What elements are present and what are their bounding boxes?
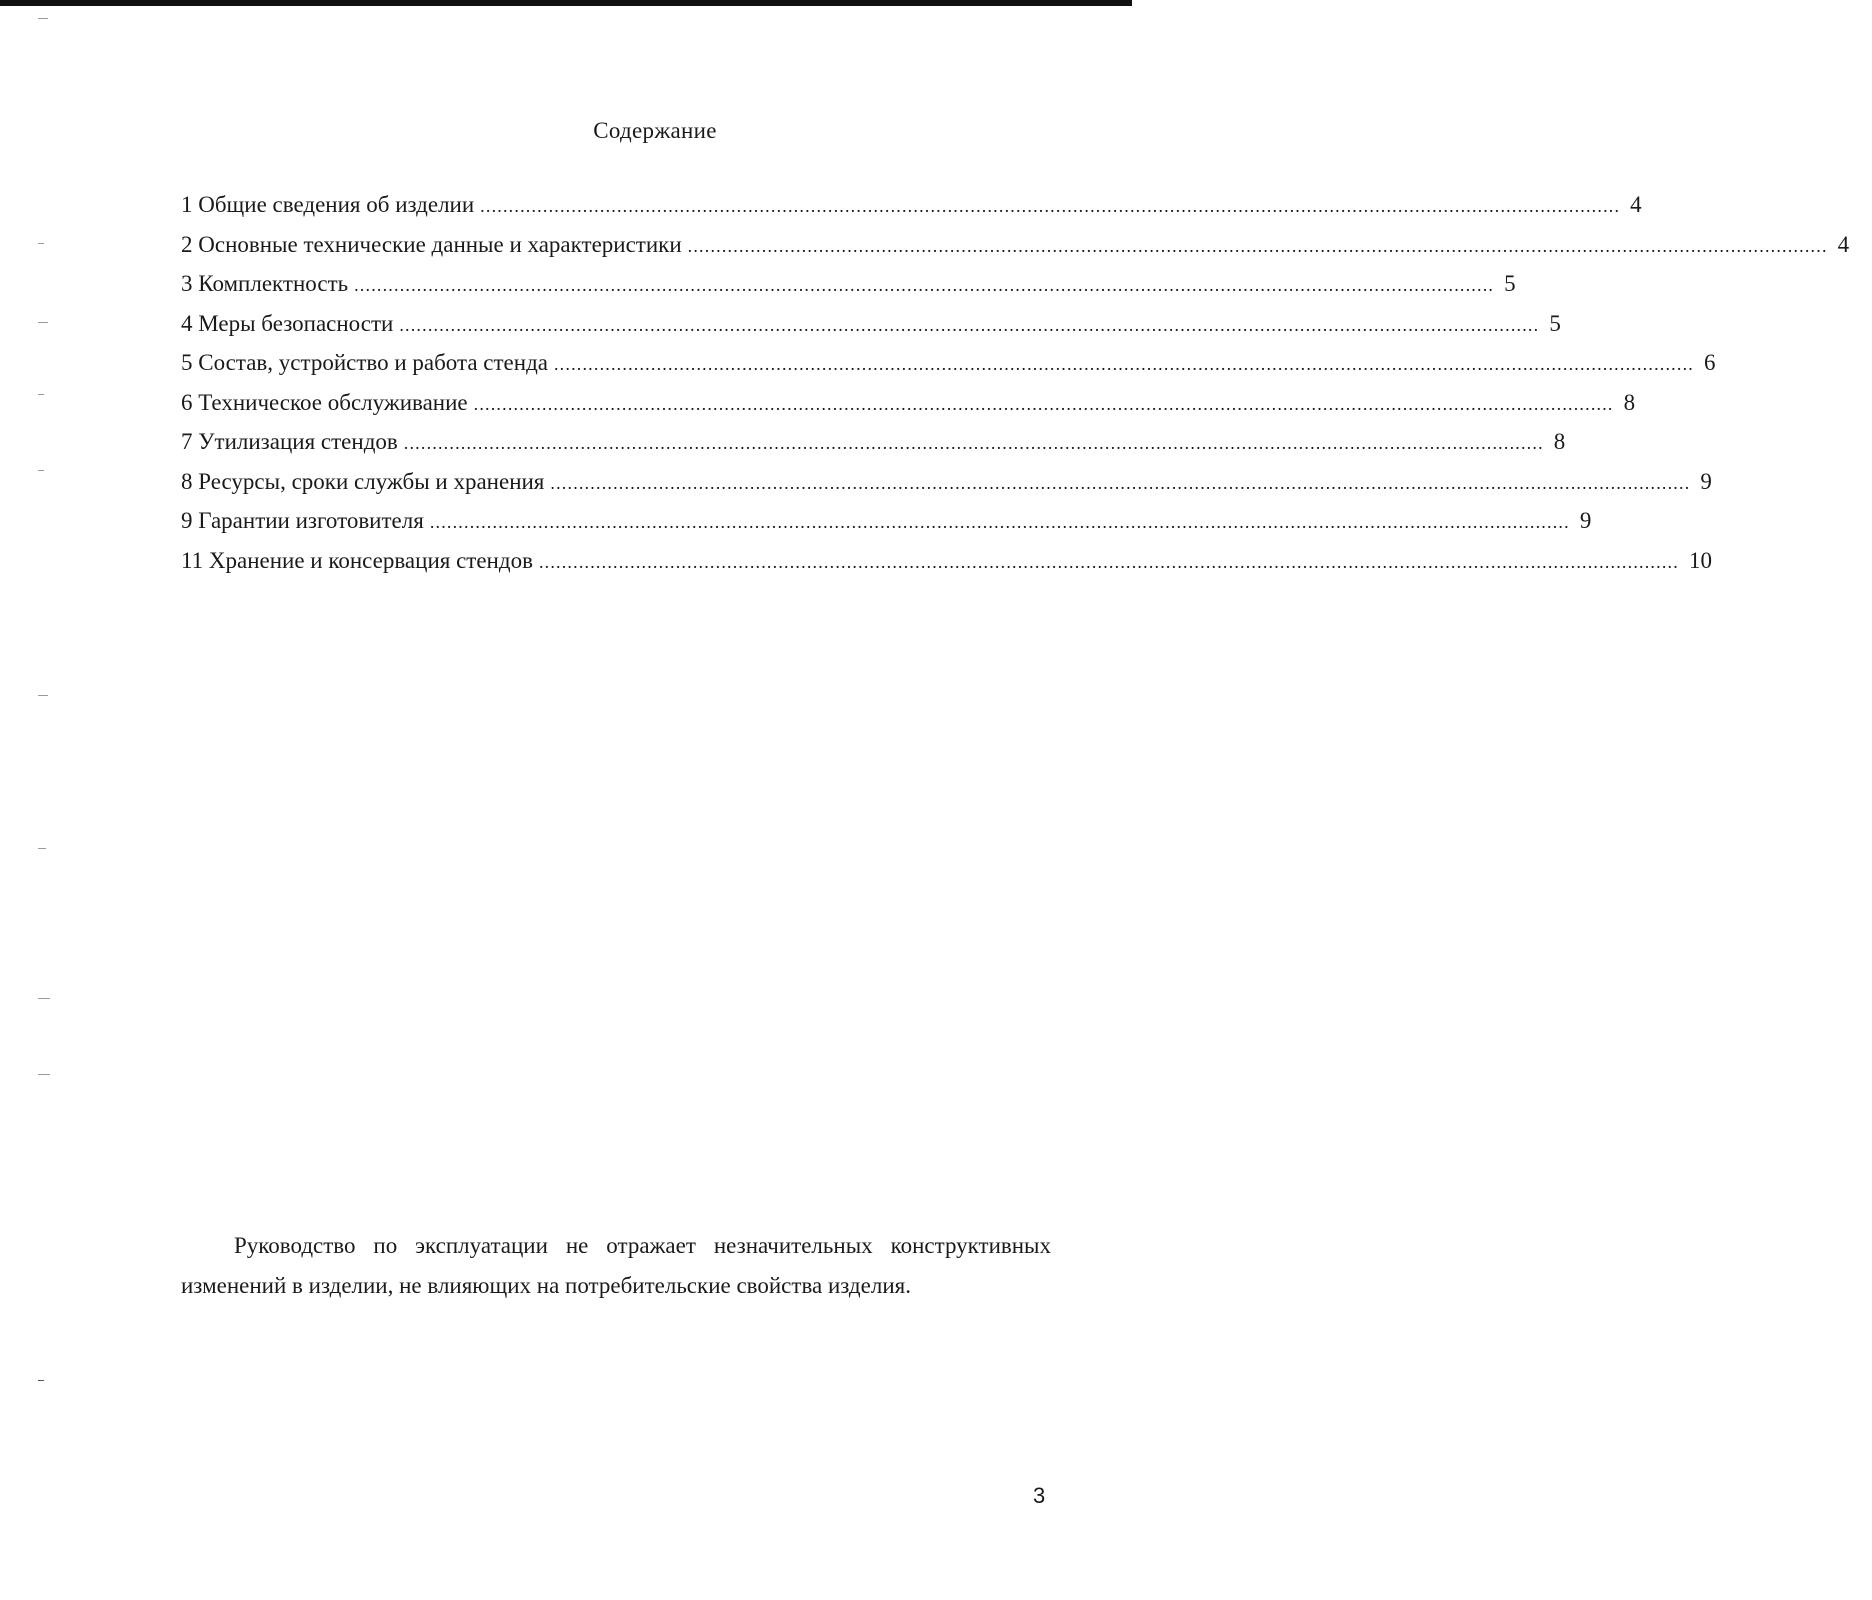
toc-entry[interactable] [181, 192, 1642, 232]
page-number: 3 [1033, 1483, 1046, 1508]
toc-entry-label: 8 Ресурсы, сроки службы и хранения [181, 468, 545, 494]
toc-leader-dots: ........................................................................................................................................................................................................ [399, 314, 1540, 335]
margin-mark [38, 848, 46, 849]
toc-entry-label: 7 Утилизация стендов [181, 429, 398, 454]
margin-mark [38, 998, 50, 999]
margin-mark [38, 1380, 44, 1381]
toc-entry-label: 3 Комплектность [181, 271, 349, 296]
toc-leader-dots: ........................................................................................................................................................................................................ [403, 433, 1544, 453]
margin-mark [38, 322, 48, 323]
disclaimer-note: Руководство по эксплуатации не отражает незначительных конструктивных изменений в изделии, не влияющих на потребительские свойства изделия. [181, 1233, 1051, 1298]
toc-entry[interactable] [181, 231, 1850, 272]
toc-entry[interactable] [181, 310, 1561, 351]
toc-entry-label: 4 Меры безопасности [181, 310, 394, 336]
table-of-contents [181, 192, 1850, 587]
toc-entry-page: 9 [1700, 468, 1712, 494]
margin-mark [38, 394, 44, 395]
toc-entry-page: 8 [1623, 389, 1636, 415]
toc-entry-page: 9 [1579, 508, 1592, 533]
margin-mark [38, 18, 48, 19]
toc-entry-page: 4 [1837, 231, 1850, 257]
toc-leader-dots: ........................................................................................................................................................................................................ [687, 235, 1828, 256]
toc-entry-page: 8 [1553, 429, 1566, 454]
toc-entry-label: 5 Состав, устройство и работа стенда [181, 350, 548, 375]
toc-leader-dots: ........................................................................................................................................................................................................ [473, 393, 1614, 414]
margin-mark [38, 1074, 50, 1075]
toc-leader-dots: ........................................................................................................................................................................................................ [480, 196, 1621, 216]
toc-entry[interactable] [181, 271, 1516, 311]
toc-entry[interactable] [181, 508, 1592, 548]
toc-entry-page: 5 [1504, 271, 1516, 296]
toc-title: Содержание [593, 118, 717, 143]
toc-entry-label: 1 Общие сведения об изделии [181, 192, 475, 217]
toc-leader-dots: ........................................................................................................................................................................................................ [429, 512, 1570, 532]
toc-entry[interactable] [181, 468, 1712, 509]
toc-entry-label: 11 Хранение и консервация стендов [181, 547, 533, 573]
toc-leader-dots: ........................................................................................................................................................................................................ [550, 472, 1691, 493]
toc-entry-label: 2 Основные технические данные и характеристики [181, 231, 682, 257]
toc-entry-label: 6 Техническое обслуживание [181, 389, 468, 415]
toc-entry[interactable] [181, 547, 1712, 588]
toc-entry-page: 10 [1688, 547, 1712, 573]
toc-entry-page: 6 [1703, 350, 1716, 375]
scan-margin-marks [34, 0, 58, 1600]
margin-mark [38, 695, 48, 696]
margin-mark [38, 243, 44, 244]
toc-entry[interactable] [181, 389, 1636, 430]
scan-top-edge [0, 0, 1132, 6]
margin-mark [38, 470, 44, 471]
toc-entry-label: 9 Гарантии изготовителя [181, 508, 424, 533]
toc-entry-page: 4 [1630, 192, 1642, 217]
toc-leader-dots: ........................................................................................................................................................................................................ [553, 354, 1694, 374]
toc-entry[interactable] [181, 429, 1566, 469]
toc-leader-dots: ........................................................................................................................................................................................................ [354, 275, 1495, 295]
toc-entry-page: 5 [1549, 310, 1561, 336]
toc-leader-dots: ........................................................................................................................................................................................................ [538, 551, 1679, 572]
toc-entry[interactable] [181, 350, 1716, 390]
